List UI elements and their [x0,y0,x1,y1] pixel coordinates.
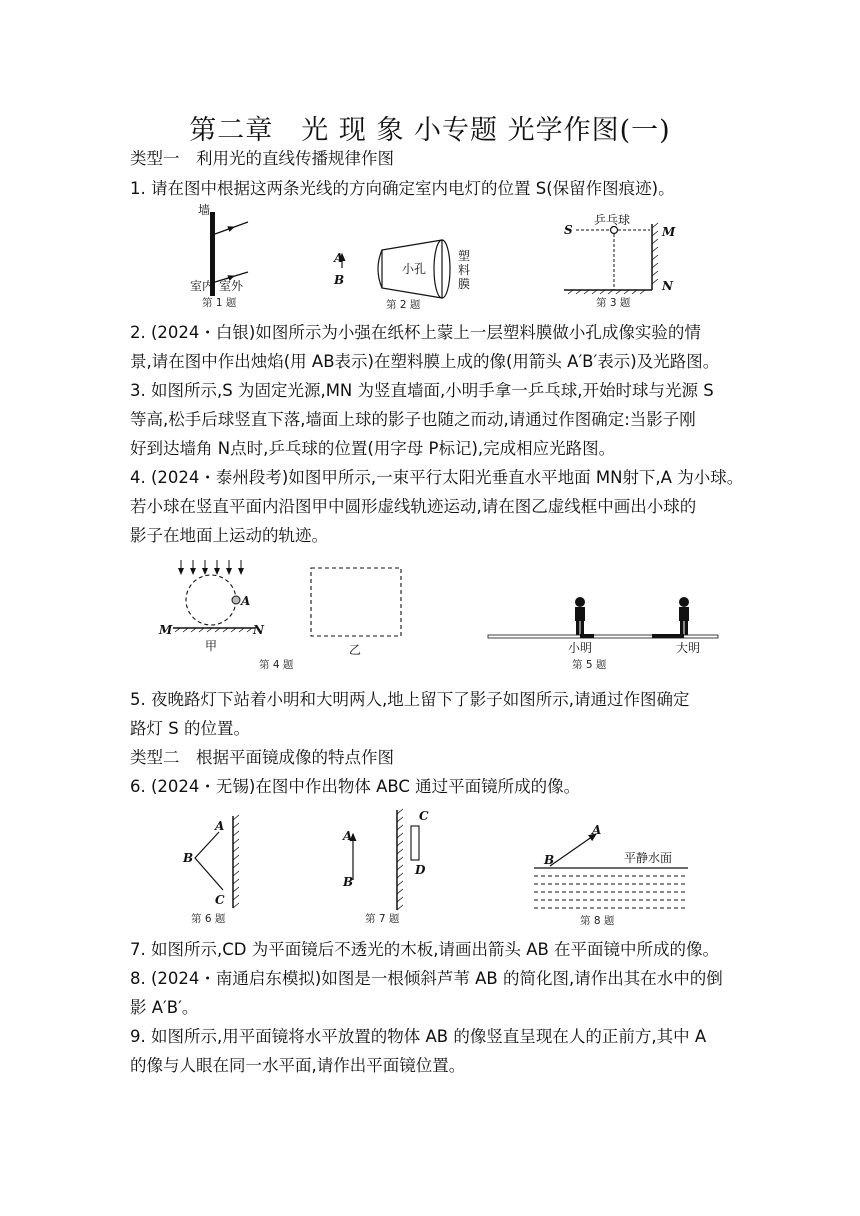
shadow-daming [652,634,684,638]
figure-1-caption: 第 1 题 [202,297,237,309]
question-3-line-3: 好到达墙角 N点时,乒乓球的位置(用字母 P标记),完成相应光路图。 [130,439,616,458]
figure-3 [560,214,690,312]
figure-2-caption: 第 2 题 [386,299,421,311]
wall-label: 墙 [198,203,211,217]
figure-3-caption: 第 3 题 [596,297,631,309]
label-a: A [215,819,225,833]
shadow-xiaoming [580,634,594,638]
label-b: B [544,853,555,867]
figure-1 [190,202,270,312]
figure-6-caption: 第 6 题 [191,913,226,925]
film-label-1: 塑 [458,249,471,263]
label-m: M [159,623,173,637]
section-heading-1: 类型一 利用光的直线传播规律作图 [130,149,394,168]
person-daming [679,597,689,635]
label-n: N [662,279,673,293]
label-a: A [334,251,344,265]
question-4-line-3: 影子在地面上运动的轨迹。 [130,526,328,545]
hole-label: 小孔 [402,262,427,276]
dashed-box-yi [311,568,401,636]
question-5-line-2: 路灯 S 的位置。 [130,719,250,738]
label-a: A [592,823,602,837]
ping-pong-ball [611,227,618,234]
board-cd [411,826,419,860]
water-label: 平静水面 [624,851,673,865]
question-9-line-1: 9. 如图所示,用平面镜将水平放置的物体 AB 的像竖直呈现在人的正前方,其中 A [130,1027,707,1046]
figure-7-caption: 第 7 题 [365,913,400,925]
outdoor-label: 室外 [219,279,244,293]
question-7: 7. 如图所示,CD 为平面镜后不透光的木板,请画出箭头 AB 在平面镜中所成的像。 [130,940,720,959]
figure-4 [155,556,415,674]
label-a: A [343,829,353,843]
ball-a [232,596,240,604]
circular-track [186,575,236,625]
question-8-line-2: 影 A′B′。 [130,998,199,1017]
figure-8-caption: 第 8 题 [580,915,615,927]
figure-6 [175,812,265,928]
question-9-line-2: 的像与人眼在同一水平面,请作出平面镜位置。 [130,1056,466,1075]
page-title: 第二章 光 现 象 小专题 光学作图(一) [189,115,671,146]
person-xiaoming [575,597,585,635]
figure-8 [526,822,696,928]
figure-5 [484,586,734,674]
question-6: 6. (2024・无锡)在图中作出物体 ABC 通过平面镜所成的像。 [130,777,581,796]
label-yi: 乙 [349,643,362,657]
label-d: D [415,863,426,877]
question-3-line-1: 3. 如图所示,S 为固定光源,MN 为竖直墙面,小明手拿一乒乓球,开始时球与光源 S [130,381,714,400]
label-a: A [241,594,251,608]
question-3-line-2: 等高,松手后球竖直下落,墙面上球的影子也随之而动,请通过作图确定:当影子刚 [130,410,696,429]
label-b: B [343,875,354,889]
figure-7 [335,806,435,928]
question-1: 1. 请在图中根据这两条光线的方向确定室内电灯的位置 S(保留作图痕迹)。 [130,179,675,198]
label-jia: 甲 [205,639,218,653]
question-4-line-1: 4. (2024・泰州段考)如图甲所示,一束平行太阳光垂直水平地面 MN射下,A 为小球。 [130,468,744,487]
question-2-line-1: 2. (2024・白银)如图所示为小强在纸杯上蒙上一层塑料膜做小孔成像实验的情 [130,323,701,342]
figure-5-caption: 第 5 题 [572,659,607,671]
label-n: N [253,623,264,637]
section-heading-2: 类型二 根据平面镜成像的特点作图 [130,748,394,767]
figure-4-caption: 第 4 题 [259,659,294,671]
label-b: B [183,851,194,865]
question-2-line-2: 景,请在图中作出烛焰(用 AB表示)在塑料膜上成的像(用箭头 A′B′表示)及光路图。 [130,352,720,371]
object-abc [195,832,223,890]
label-b: B [334,273,345,287]
daming-label: 大明 [676,641,701,655]
question-8-line-1: 8. (2024・南通启东模拟)如图是一根倾斜芦苇 AB 的简化图,请作出其在水中的倒 [130,969,723,988]
xiaoming-label: 小明 [568,641,593,655]
ray-arrow-1 [226,227,234,230]
label-m: M [662,225,676,239]
film-label-2: 料 [458,263,471,277]
figure-2 [330,228,490,314]
label-c: C [215,893,225,907]
ball-label: 乒乓球 [594,214,631,227]
label-s: S [564,223,573,237]
question-5-line-1: 5. 夜晚路灯下站着小明和大明两人,地上留下了影子如图所示,请通过作图确定 [130,690,690,709]
label-c: C [419,809,429,823]
question-4-line-2: 若小球在竖直平面内沿图甲中圆形虚线轨迹运动,请在图乙虚线框中画出小球的 [130,497,697,516]
indoor-label: 室内 [190,279,215,293]
film-label-3: 膜 [458,277,471,291]
reed-ab [550,834,596,866]
